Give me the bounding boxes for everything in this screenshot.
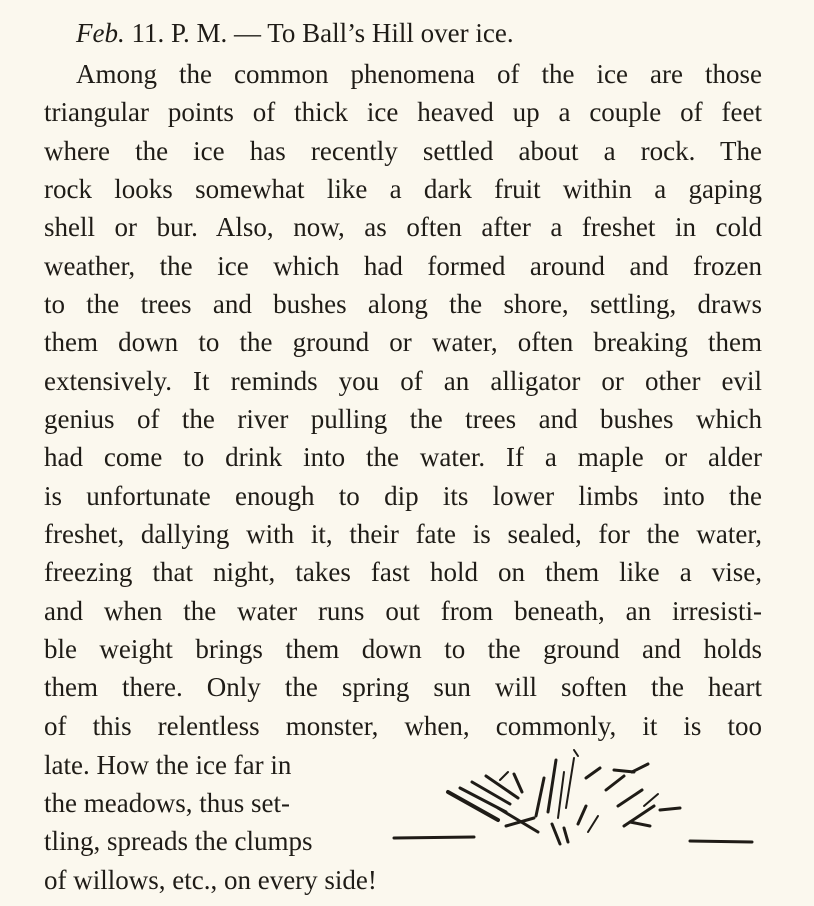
text-line-7: to the trees and bushes along the shore, settling, draws (44, 289, 762, 319)
text-line-2: triangular points of thick ice heaved up a couple of feet (44, 97, 762, 127)
entry-title: 11. P. M. — To Ball’s Hill over ice. (124, 18, 514, 48)
text-line-17: them there. Only the spring sun will soften the heart (44, 672, 762, 702)
text-line-13: freshet, dallying with it, their fate is sealed, for the water, (44, 519, 762, 549)
text-line-1: Among the common phenomena of the ice are those (76, 59, 762, 89)
text-line-10: genius of the river pulling the trees and bushes which (44, 404, 762, 434)
text-line-3: where the ice has recently settled about a rock. The (44, 136, 762, 166)
wrapped-line-3: tling, spreads the clumps (44, 826, 313, 856)
text-line-8: them down to the ground or water, often breaking them (44, 327, 762, 357)
text-line-5: shell or bur. Also, now, as often after a freshet in cold (44, 212, 762, 242)
wrapped-line-2: the meadows, thus set- (44, 788, 290, 818)
text-line-4: rock looks somewhat like a dark fruit within a gaping (44, 174, 762, 204)
text-line-11: had come to drink into the water. If a maple or alder (44, 442, 762, 472)
text-line-14: freezing that night, takes fast hold on them like a vise, (44, 557, 762, 587)
text-line-18: of this relentless monster, when, commonly, it is too (44, 711, 762, 741)
entry-heading (76, 14, 514, 52)
wrapped-line-1: late. How the ice far in (44, 750, 292, 780)
wrapped-line-4: of willows, etc., on every side! (44, 865, 377, 895)
willow-clumps-sketch (388, 746, 760, 858)
text-line-9: extensively. It reminds you of an alligator or other evil (44, 366, 762, 396)
text-line-12: is unfortunate enough to dip its lower limbs into the (44, 481, 762, 511)
entry-date: Feb. (76, 18, 125, 48)
text-line-16: ble weight brings them down to the ground and holds (44, 634, 762, 664)
text-line-6: weather, the ice which had formed around and frozen (44, 251, 762, 281)
text-line-15: and when the water runs out from beneath, an irresisti- (44, 596, 762, 626)
